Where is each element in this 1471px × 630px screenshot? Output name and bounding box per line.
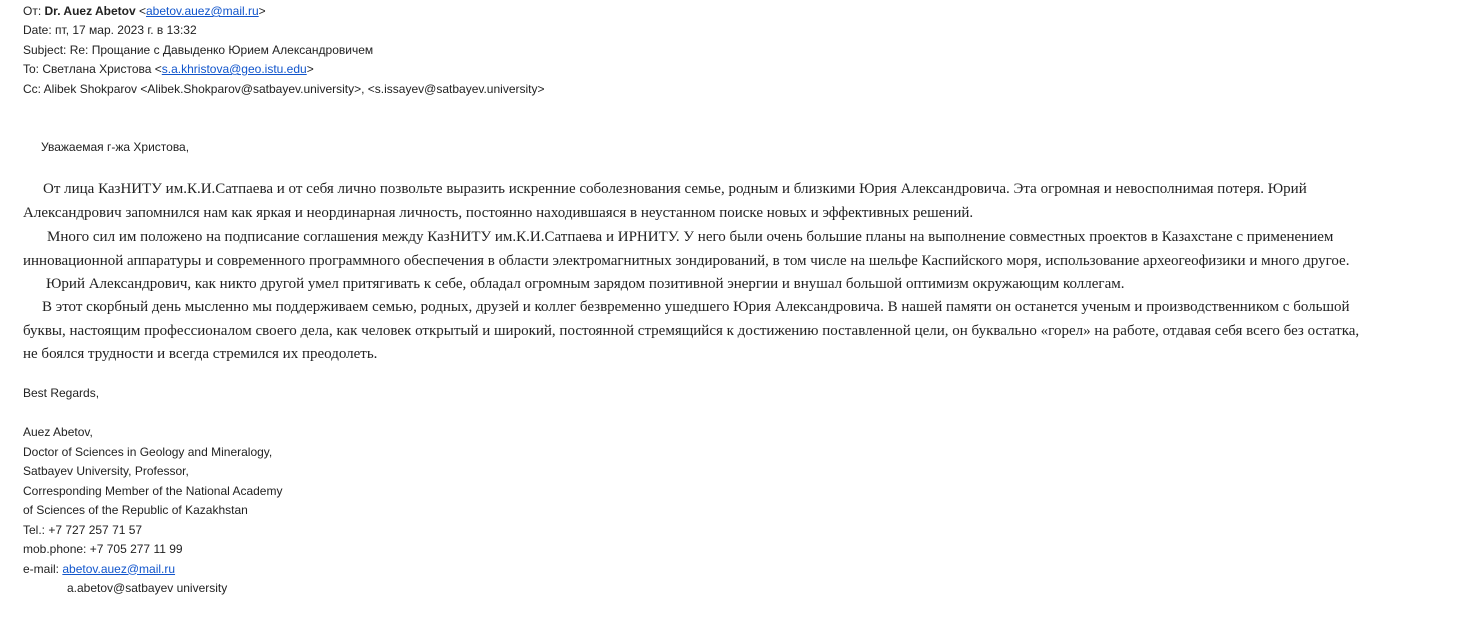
body-line: Юрий Александрович, как никто другой умел притягивать к себе, обладал огромным зарядом позитивной энергии и внушал большой оптимизм окружающим коллегам. [46,276,1125,292]
body-line: Много сил им положено на подписание соглашения между КазНИТУ им.К.И.Сатпаева и ИРНИТУ. У него были очень большие планы на выполнение совместных проектов в Казахстане с применением [47,229,1334,245]
recipient-email-link[interactable]: s.a.khristova@geo.istu.edu [161,62,307,76]
sender-name: Dr. Auez Abetov [44,4,136,18]
greeting: Уважаемая г-жа Христова, [41,140,190,154]
signature-phone: Tel.: +7 727 257 71 57 [23,522,143,537]
date-value: пт, 17 мар. 2023 г. в 13:32 [55,23,197,37]
cc-line [23,80,545,99]
body-line: инновационной аппаратуры и современного программного обеспечения в области электромагнитных зондирований, в том числе на шельфе Каспийского моря, использование археогеофизики и много другое. [23,253,1350,269]
date-line [23,21,197,40]
body-line: От лица КазНИТУ им.К.И.Сатпаева и от себя лично позвольте выразить искренние соболезнования семье, родным и близкими Юрия Александровича. Эта огромная и невосполнимая потеря. Юрий [43,181,1307,197]
subject-value: Re: Прощание с Давыденко Юрием Александровичем [69,42,374,57]
email-label: e-mail: [23,561,60,576]
from-line: От: Dr. Auez Abetov <abetov.auez@mail.ru> [23,4,266,18]
cc-label: Cc: [23,81,41,96]
signature-email-alt: a.abetov@satbayev university [67,581,228,595]
signature-mobile: mob.phone: +7 705 277 11 99 [23,542,183,556]
signature-membership-line-2: of Sciences of the Republic of Kazakhstan [23,503,248,517]
to-label: To: [23,62,40,76]
body-line: не боялся трудности и всегда стремился их преодолеть. [23,346,378,362]
signature-position: Satbayev University, Professor, [23,464,189,478]
best-regards: Best Regards, [23,386,100,400]
signature-email-link[interactable]: abetov.auez@mail.ru [62,561,176,576]
sender-email-link[interactable]: abetov.auez@mail.ru [145,4,259,18]
signature-degree: Doctor of Sciences in Geology and Mineralogy, [23,444,273,459]
signature-membership-line-1: Corresponding Member of the National Academy [23,483,283,498]
signature-name: Auez Abetov, [23,425,93,439]
from-label: От: [23,4,42,18]
subject-label: Subject: [23,42,67,57]
body-line: В этот скорбный день мысленно мы поддерживаем семью, родных, друзей и коллег безвременно ушедшего Юрия Александровича. В нашей памяти он останется ученым и производственником с большой [42,299,1350,315]
body-line: буквы, настоящим профессионалом своего дела, как человек открытый и широкий, постоянной стремящийся к достижению поставленной цели, он буквально «горел» на работе, отдавая себя всего без остатка, [23,323,1360,339]
body-line: Александрович запомнился нам как яркая и неординарная личность, постоянно находившаяся в неустанном поиске новых и эффективных решений. [23,204,974,221]
to-line: To: Светлана Христова <s.a.khristova@geo.istu.edu> [23,62,314,76]
cc-value: Alibek Shokparov <Alibek.Shokparov@satbayev.university>, <s.issayev@satbayev.university> [43,81,545,96]
subject-line [23,41,373,60]
date-label: Date: [23,23,52,37]
recipient-name: Светлана Христова [42,62,152,76]
signature-email-line [23,560,175,580]
